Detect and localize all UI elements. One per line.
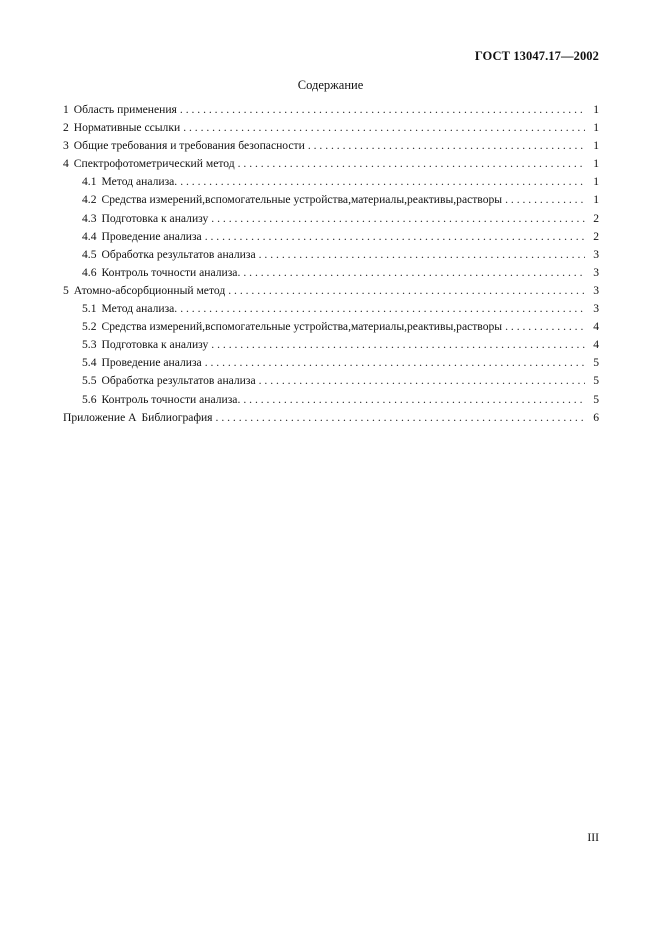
toc-entry-label	[63, 137, 305, 155]
toc-entry-number: 5.2	[82, 320, 97, 334]
toc-dot-leader	[505, 191, 585, 209]
toc-entry-number: Приложение А	[63, 410, 137, 424]
toc-entry-page: 3	[593, 302, 599, 316]
toc-entry-label	[82, 264, 240, 282]
toc-dot-leader	[308, 137, 585, 155]
toc-entry-5-6	[63, 391, 599, 409]
toc-entry-label	[63, 155, 235, 173]
toc-entry-text: Подготовка к анализу	[101, 211, 209, 225]
document-code: ГОСТ 13047.17—2002	[474, 49, 599, 63]
toc-dot-leader	[180, 101, 585, 119]
toc-entry-label	[82, 191, 502, 209]
toc-entry-label	[82, 300, 177, 318]
toc-entry-page: 1	[593, 139, 599, 153]
toc-entry-4	[63, 155, 599, 173]
toc-entry-text: Обработка результатов анализа	[101, 374, 256, 388]
toc-entry-text: Подготовка к анализу	[101, 338, 209, 352]
toc-entry-text: Средства измерений,вспомогательные устройства,материалы,реактивы,растворы	[101, 193, 503, 207]
toc-entry-5-4	[63, 354, 599, 372]
toc-entry-text: Нормативные ссылки	[73, 121, 181, 135]
toc-entry-page: 5	[593, 374, 599, 388]
toc-entry-5-2	[63, 318, 599, 336]
toc-entry-number: 4	[63, 157, 69, 171]
toc-entry-label	[63, 119, 180, 137]
toc-entry-text: Общие требования и требования безопасности	[73, 139, 305, 153]
toc-dot-leader	[228, 282, 585, 300]
toc-entry-number: 4.4	[82, 229, 97, 243]
toc-entry-4-1	[63, 173, 599, 191]
toc-entry-page: 1	[593, 121, 599, 135]
toc-entry-label	[63, 101, 177, 119]
toc-entry-number: 4.5	[82, 247, 97, 261]
toc-entry-page: 2	[593, 211, 599, 225]
toc-entry-page: 3	[593, 247, 599, 261]
toc-entry-4-5	[63, 246, 599, 264]
toc-entry-label	[82, 318, 502, 336]
toc-title: Содержание	[297, 78, 364, 92]
toc-entry-number: 2	[63, 121, 69, 135]
toc-entry-page: 4	[593, 320, 599, 334]
toc-entry-label	[82, 354, 202, 372]
toc-entry-label	[82, 391, 240, 409]
toc-entry-number: 5.6	[82, 392, 97, 406]
toc-dot-leader	[259, 246, 585, 264]
toc-entry-appendix-a	[63, 409, 599, 427]
toc-entry-page: 3	[593, 283, 599, 297]
toc-entry-number: 5.3	[82, 338, 97, 352]
toc-entry-label	[82, 336, 208, 354]
toc-entry-page: 5	[593, 356, 599, 370]
toc-entry-page: 1	[593, 193, 599, 207]
toc-entry-label	[82, 372, 256, 390]
toc-dot-leader	[205, 354, 585, 372]
toc-entry-5-5	[63, 372, 599, 390]
toc-dot-leader	[180, 300, 585, 318]
toc-entry-text: Обработка результатов анализа	[101, 247, 256, 261]
toc-entry-number: 4.2	[82, 193, 97, 207]
toc-entry-text: Проведение анализа	[101, 356, 202, 370]
toc-entry-number: 3	[63, 139, 69, 153]
toc-entry-2	[63, 119, 599, 137]
toc-entry-number: 5.4	[82, 356, 97, 370]
toc-dot-leader	[505, 318, 585, 336]
page-number: III	[587, 831, 599, 844]
toc-entry-text: Область применения	[73, 103, 177, 116]
toc-entry-label	[63, 409, 213, 427]
toc-entry-number: 1	[63, 103, 69, 116]
toc-entry-number: 5.1	[82, 302, 97, 316]
toc-entry-4-6	[63, 264, 599, 282]
toc-dot-leader	[211, 336, 585, 354]
toc-entry-page: 6	[593, 410, 599, 424]
toc-dot-leader	[243, 264, 585, 282]
toc-entry-text: Спектрофотометрический метод	[73, 157, 235, 171]
toc-entry-5	[63, 282, 599, 300]
toc-entry-number: 4.6	[82, 265, 97, 279]
toc-dot-leader	[243, 391, 585, 409]
toc-entry-label	[82, 228, 202, 246]
toc-entry-page: 1	[593, 157, 599, 171]
toc-entry-text: Метод анализа.	[101, 175, 178, 189]
toc-entry-text: Контроль точности анализа.	[101, 265, 241, 279]
toc-entry-number: 5	[63, 283, 69, 297]
toc-entry-text: Атомно-абсорбционный метод	[73, 283, 226, 297]
toc-entry-text: Контроль точности анализа.	[101, 392, 241, 406]
toc-entry-number: 4.1	[82, 175, 97, 189]
table-of-contents	[63, 101, 599, 427]
toc-entry-number: 5.5	[82, 374, 97, 388]
toc-entry-label	[63, 282, 225, 300]
toc-entry-page: 4	[593, 338, 599, 352]
toc-entry-text: Библиография	[141, 410, 213, 424]
toc-entry-label	[82, 210, 208, 228]
toc-entry-1	[63, 101, 599, 119]
toc-entry-5-1	[63, 300, 599, 318]
toc-dot-leader	[259, 372, 585, 390]
toc-entry-page: 2	[593, 229, 599, 243]
toc-entry-label	[82, 246, 256, 264]
toc-dot-leader	[180, 173, 585, 191]
toc-dot-leader	[238, 155, 585, 173]
toc-dot-leader	[216, 409, 585, 427]
toc-entry-text: Проведение анализа	[101, 229, 202, 243]
toc-entry-page: 3	[593, 265, 599, 279]
toc-entry-page: 5	[593, 392, 599, 406]
toc-entry-4-3	[63, 210, 599, 228]
toc-dot-leader	[211, 210, 585, 228]
toc-entry-text: Метод анализа.	[101, 302, 178, 316]
toc-entry-page: 1	[593, 103, 599, 116]
toc-entry-4-2	[63, 191, 599, 209]
toc-entry-5-3	[63, 336, 599, 354]
toc-dot-leader	[205, 228, 585, 246]
toc-entry-number: 4.3	[82, 211, 97, 225]
toc-entry-3	[63, 137, 599, 155]
toc-entry-4-4	[63, 228, 599, 246]
toc-dot-leader	[183, 119, 585, 137]
toc-entry-page: 1	[593, 175, 599, 189]
toc-entry-text: Средства измерений,вспомогательные устройства,материалы,реактивы,растворы	[101, 320, 503, 334]
toc-entry-label	[82, 173, 177, 191]
